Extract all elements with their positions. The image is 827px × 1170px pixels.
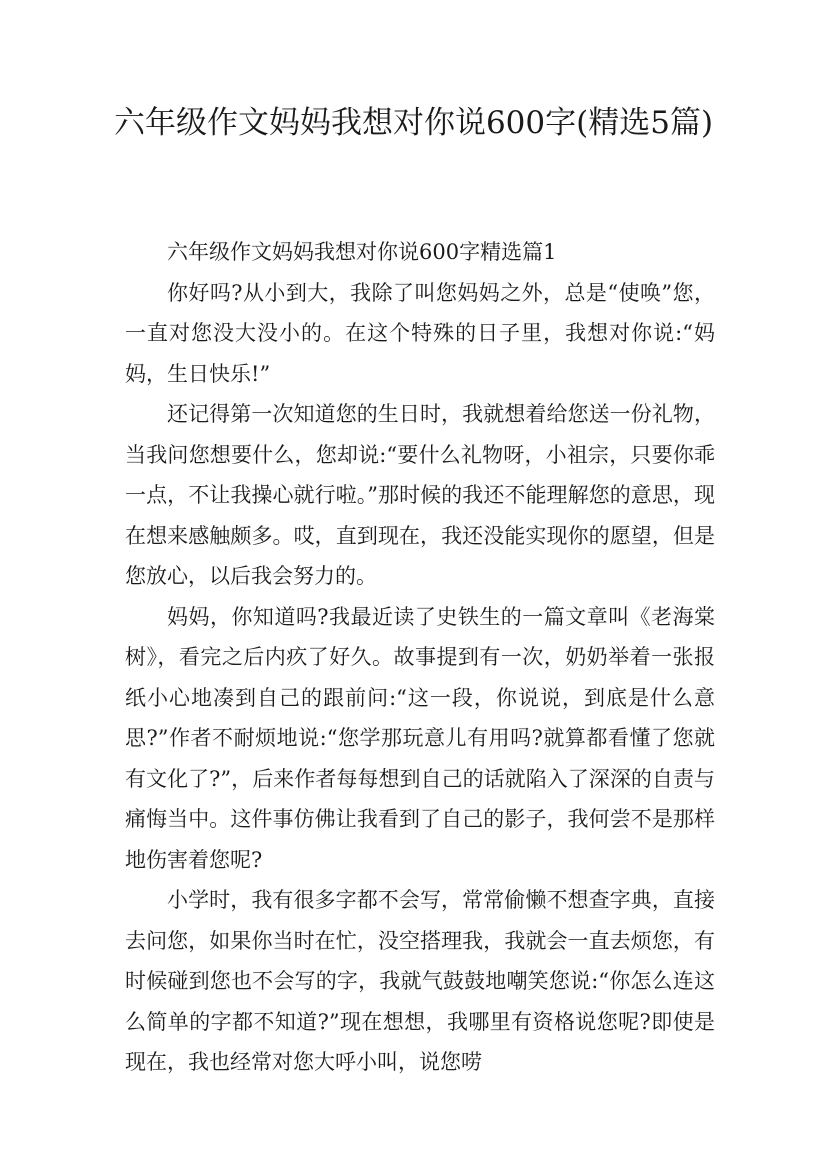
document-body xyxy=(125,232,715,1083)
paragraph-1: 你好吗?从小到大，我除了叫您妈妈之外，总是“使唤”您，一直对您没大没小的。在这个特殊的日子里，我想对你说:“妈妈，生日快乐!” xyxy=(125,280,715,386)
paragraph-2: 还记得第一次知道您的生日时，我就想着给您送一份礼物，当我问您想要什么，您却说:“要什么礼物呀，小祖宗，只要你乖一点，不让我操心就行啦。”那时候的我还不能理解您的意思，现在想来感触颇多。哎，直到现在，我还没能实现你的愿望，但是您放心，以后我会努力的。 xyxy=(125,402,715,588)
section-heading: 六年级作文妈妈我想对你说600字精选篇1 xyxy=(167,240,557,264)
paragraph-3: 妈妈，你知道吗?我最近读了史铁生的一篇文章叫《老海棠树》，看完之后内疚了好久。故事提到有一次，奶奶举着一张报纸小心地凑到自己的跟前问:“这一段，你说说，到底是什么意思?”作者不耐烦地说:“您学那玩意儿有用吗?就算都看懂了您就有文化了?”，后来作者每每想到自己的话就陷入了深深的自责与痛悔当中。这件事仿佛让我看到了自己的影子，我何尝不是那样地伤害着您呢? xyxy=(125,604,715,872)
document-title: 六年级作文妈妈我想对你说600字(精选5篇) xyxy=(113,105,714,141)
paragraph-4: 小学时，我有很多字都不会写，常常偷懒不想查字典，直接去问您，如果你当时在忙，没空搭理我，我就会一直去烦您，有时候碰到您也不会写的字，我就气鼓鼓地嘲笑您说:“你怎么连这么简单的字都不知道?”现在想想，我哪里有资格说您呢?即使是现在，我也经常对您大呼小叫，说您唠 xyxy=(125,888,715,1074)
